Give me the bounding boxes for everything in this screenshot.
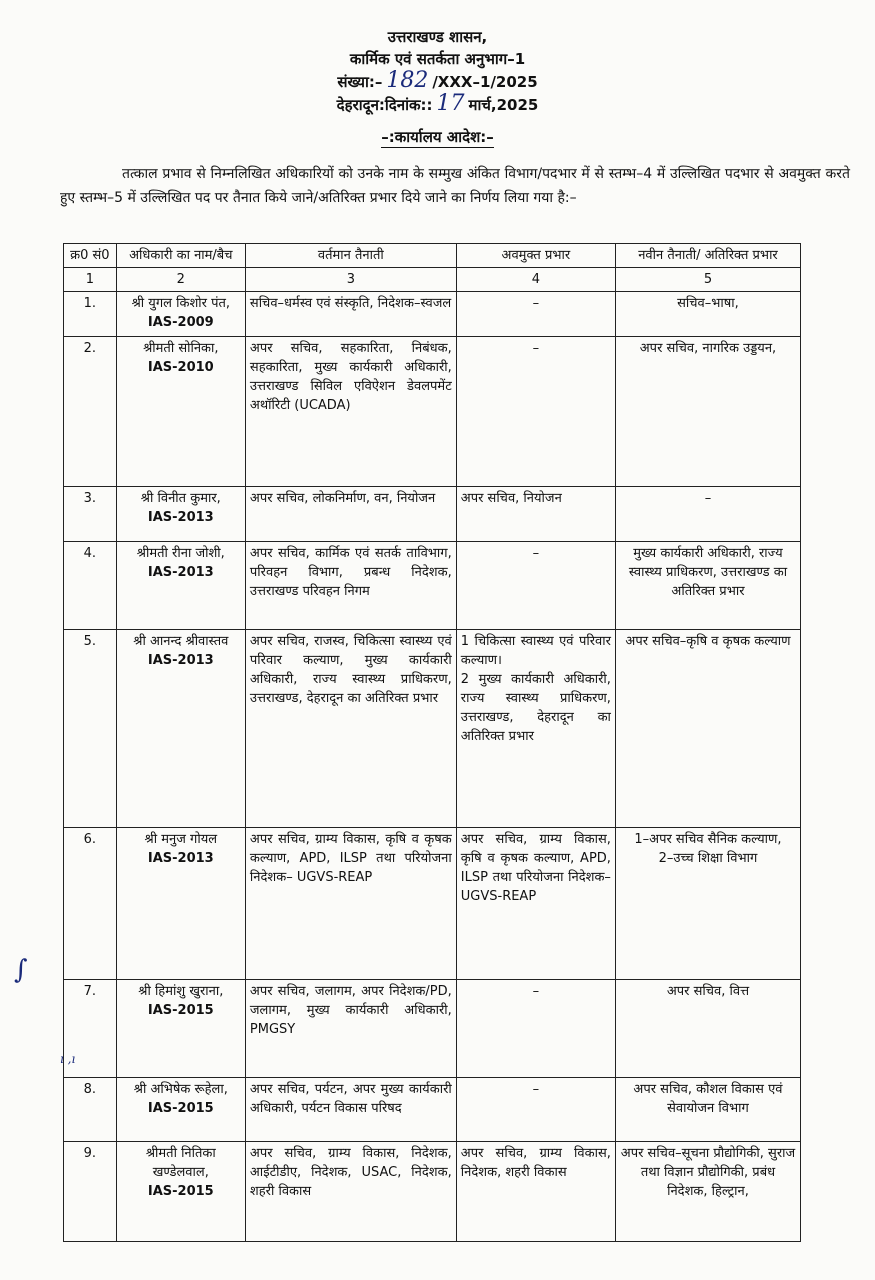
new-posting: सचिव–भाषा, xyxy=(677,296,739,311)
current-posting-cell xyxy=(245,1142,456,1242)
table-row xyxy=(64,337,801,487)
new-posting-cell xyxy=(615,1078,800,1142)
header-line-government: उत्तराखण्ड शासन, xyxy=(387,28,488,46)
current-posting: अपर सचिव, ग्राम्य विकास, कृषि व कृषक कल्याण, APD, ILSP तथा परियोजना निदेशक– UGVS-REAP xyxy=(249,832,452,885)
header-new-posting: नवीन तैनाती/ अतिरिक्त प्रभार xyxy=(615,244,800,268)
relieved-charge: – xyxy=(532,296,540,311)
serial-cell xyxy=(64,828,117,980)
new-posting-cell xyxy=(615,1142,800,1242)
current-posting-cell xyxy=(245,1078,456,1142)
table-row xyxy=(64,828,801,980)
table-row xyxy=(64,487,801,542)
new-posting: अपर सचिव, वित्त xyxy=(666,984,750,999)
number-prefix: संख्या:– xyxy=(337,73,383,91)
serial-cell xyxy=(64,487,117,542)
header-number-line xyxy=(0,70,875,93)
header-line-department: कार्मिक एवं सतर्कता अनुभाग–1 xyxy=(349,50,526,68)
new-posting: अपर सचिव–कृषि व कृषक कल्याण xyxy=(625,634,791,649)
serial-cell xyxy=(64,542,117,630)
relieved-charge-cell xyxy=(456,630,615,828)
relieved-charge-cell xyxy=(456,828,615,980)
officer-name: श्रीमती रीना जोशी, xyxy=(136,546,225,561)
officer-cell xyxy=(116,630,245,828)
new-posting: अपर सचिव, कौशल विकास एवं सेवायोजन विभाग xyxy=(633,1082,783,1116)
officer-batch: IAS-2015 xyxy=(147,1003,214,1018)
current-posting-cell xyxy=(245,487,456,542)
serial-number: 5. xyxy=(83,634,97,649)
new-posting-cell xyxy=(615,487,800,542)
officer-cell xyxy=(116,980,245,1078)
new-posting: अपर सचिव, नागरिक उड्डयन, xyxy=(639,341,777,356)
serial-number: 7. xyxy=(83,984,97,999)
handwritten-date: 17 xyxy=(436,91,465,116)
relieved-charge: – xyxy=(532,341,540,356)
header-officer-name: अधिकारी का नाम/बैच xyxy=(116,244,245,268)
date-prefix: देहरादून:दिनांक:: xyxy=(336,96,433,114)
date-suffix: मार्च,2025 xyxy=(468,96,539,114)
column-number: 4 xyxy=(456,268,615,292)
new-posting: अपर सचिव–सूचना प्रौद्योगिकी, सुराज तथा विज्ञान प्रौद्योगिकी, प्रबंध निदेशक, हिल्ट्रान, xyxy=(620,1146,796,1199)
current-posting-cell xyxy=(245,337,456,487)
officer-name: श्री हिमांशु खुराना, xyxy=(138,984,224,999)
current-posting: सचिव–धर्मस्व एवं संस्कृति, निदेशक–स्वजल xyxy=(249,296,452,311)
table-row xyxy=(64,980,801,1078)
handwritten-number: 182 xyxy=(386,68,429,93)
officer-name: श्री आनन्द श्रीवास्तव xyxy=(133,634,229,649)
number-suffix: /XXX–1/2025 xyxy=(432,73,538,91)
officer-cell xyxy=(116,487,245,542)
margin-pen-mark: ı ,ı xyxy=(60,1052,76,1066)
relieved-charge: – xyxy=(532,1082,540,1097)
relieved-charge-cell xyxy=(456,487,615,542)
new-posting-cell xyxy=(615,292,800,337)
table-row xyxy=(64,1142,801,1242)
header-current-posting: वर्तमान तैनाती xyxy=(245,244,456,268)
officer-cell xyxy=(116,337,245,487)
letterhead xyxy=(0,26,875,116)
column-number: 3 xyxy=(245,268,456,292)
serial-number: 4. xyxy=(83,546,97,561)
current-posting: अपर सचिव, ग्राम्य विकास, निदेशक, आईटीडीए, निदेशक, USAC, निदेशक, शहरी विकास xyxy=(249,1146,452,1199)
officer-cell xyxy=(116,828,245,980)
table-row xyxy=(64,630,801,828)
table-row xyxy=(64,542,801,630)
serial-number: 6. xyxy=(83,832,97,847)
current-posting: अपर सचिव, राजस्व, चिकित्सा स्वास्थ्य एवं परिवार कल्याण, मुख्य कार्यकारी अधिकारी, राज्य स्वास्थ्य प्राधिकरण, उत्तराखण्ड, देहरादून का अतिरिक्त प्रभार xyxy=(249,634,452,706)
new-posting-cell xyxy=(615,828,800,980)
officer-batch: IAS-2013 xyxy=(147,851,214,866)
officer-name: श्री युगल किशोर पंत, xyxy=(131,296,231,311)
serial-number: 9. xyxy=(83,1146,97,1161)
relieved-charge: 1 चिकित्सा स्वास्थ्य एवं परिवार कल्याण। 2 मुख्य कार्यकारी अधिकारी, राज्य स्वास्थ्य प्राधिकरण, उत्तराखण्ड, देहरादून का अतिरिक्त प्रभार xyxy=(460,634,611,744)
relieved-charge-cell xyxy=(456,337,615,487)
new-posting: मुख्य कार्यकारी अधिकारी, राज्य स्वास्थ्य प्राधिकरण, उत्तराखण्ड का अतिरिक्त प्रभार xyxy=(628,546,788,599)
current-posting: अपर सचिव, पर्यटन, अपर मुख्य कार्यकारी अधिकारी, पर्यटन विकास परिषद xyxy=(249,1082,452,1116)
relieved-charge: – xyxy=(532,546,540,561)
serial-cell xyxy=(64,337,117,487)
table-row xyxy=(64,292,801,337)
new-posting-cell xyxy=(615,337,800,487)
officer-batch: IAS-2009 xyxy=(147,315,214,330)
order-title-text: –:कार्यालय आदेश:– xyxy=(381,128,494,146)
relieved-charge-cell xyxy=(456,542,615,630)
officer-cell xyxy=(116,1142,245,1242)
current-posting: अपर सचिव, जलागम, अपर निदेशक/PD, जलागम, मुख्य कार्यकारी अधिकारी, PMGSY xyxy=(249,984,452,1037)
serial-cell xyxy=(64,292,117,337)
officer-batch: IAS-2015 xyxy=(147,1101,214,1116)
current-posting-cell xyxy=(245,630,456,828)
officer-cell xyxy=(116,292,245,337)
new-posting-cell xyxy=(615,980,800,1078)
relieved-charge: अपर सचिव, नियोजन xyxy=(460,491,562,506)
officer-name: श्री विनीत कुमार, xyxy=(140,491,221,506)
current-posting-cell xyxy=(245,542,456,630)
relieved-charge-cell xyxy=(456,292,615,337)
officer-cell xyxy=(116,542,245,630)
column-number: 5 xyxy=(615,268,800,292)
current-posting-cell xyxy=(245,828,456,980)
serial-number: 2. xyxy=(83,341,97,356)
officer-cell xyxy=(116,1078,245,1142)
serial-cell xyxy=(64,1078,117,1142)
officer-name: श्री अभिषेक रूहेला, xyxy=(133,1082,228,1097)
table-row xyxy=(64,1078,801,1142)
current-posting: अपर सचिव, सहकारिता, निबंधक, सहकारिता, मुख्य कार्यकारी अधिकारी, उत्तराखण्ड सिविल एविऐशन डेवलपमेंट अथॉरिटी (UCADA) xyxy=(249,341,452,413)
table-header-row xyxy=(64,244,801,268)
header-date-line xyxy=(0,93,875,116)
margin-pen-mark: ∫ xyxy=(14,955,28,985)
header-relieved-charge: अवमुक्त प्रभार xyxy=(456,244,615,268)
officer-name: श्रीमती सोनिका, xyxy=(143,341,219,356)
officer-name: श्री मनुज गोयल xyxy=(144,832,218,847)
new-posting: 1–अपर सचिव सैनिक कल्याण, 2–उच्च शिक्षा विभाग xyxy=(634,832,782,866)
header-serial: क्र0 सं0 xyxy=(64,244,117,268)
current-posting-cell xyxy=(245,292,456,337)
officer-batch: IAS-2013 xyxy=(147,510,214,525)
officer-name: श्रीमती नितिका खण्डेलवाल, xyxy=(145,1146,216,1180)
relieved-charge: – xyxy=(532,984,540,999)
relieved-charge-cell xyxy=(456,1078,615,1142)
relieved-charge: अपर सचिव, ग्राम्य विकास, कृषि व कृषक कल्याण, APD, ILSP तथा परियोजना निदेशक– UGVS-REAP xyxy=(460,832,611,904)
new-posting-cell xyxy=(615,630,800,828)
officer-batch: IAS-2013 xyxy=(147,653,214,668)
serial-cell xyxy=(64,1142,117,1242)
relieved-charge-cell xyxy=(456,980,615,1078)
intro-paragraph: तत्काल प्रभाव से निम्नलिखित अधिकारियों को उनके नाम के सम्मुख अंकित विभाग/पदभार में से स्तम्भ–4 में उल्लिखित पदभार से अवमुक्त करते हुए स्तम्भ–5 में उल्लिखित पद पर तैनात किये जाने/अतिरिक्त प्रभार दिये जाने का निर्णय लिया गया है:– xyxy=(60,166,850,206)
current-posting-cell xyxy=(245,980,456,1078)
relieved-charge: अपर सचिव, ग्राम्य विकास, निदेशक, शहरी विकास xyxy=(460,1146,611,1180)
officer-batch: IAS-2010 xyxy=(147,360,214,375)
new-posting: – xyxy=(704,491,712,506)
new-posting-cell xyxy=(615,542,800,630)
column-number: 2 xyxy=(116,268,245,292)
officers-table xyxy=(63,243,801,1242)
officer-batch: IAS-2015 xyxy=(147,1184,214,1199)
serial-number: 3. xyxy=(83,491,97,506)
serial-number: 8. xyxy=(83,1082,97,1097)
current-posting: अपर सचिव, कार्मिक एवं सतर्क ताविभाग, परिवहन विभाग, प्रबन्ध निदेशक, उत्तराखण्ड परिवहन निगम xyxy=(249,546,452,599)
serial-cell xyxy=(64,630,117,828)
relieved-charge-cell xyxy=(456,1142,615,1242)
column-number: 1 xyxy=(64,268,117,292)
officer-batch: IAS-2013 xyxy=(147,565,214,580)
order-title xyxy=(0,127,875,147)
column-number-row xyxy=(64,268,801,292)
serial-number: 1. xyxy=(83,296,97,311)
current-posting: अपर सचिव, लोकनिर्माण, वन, नियोजन xyxy=(249,491,436,506)
